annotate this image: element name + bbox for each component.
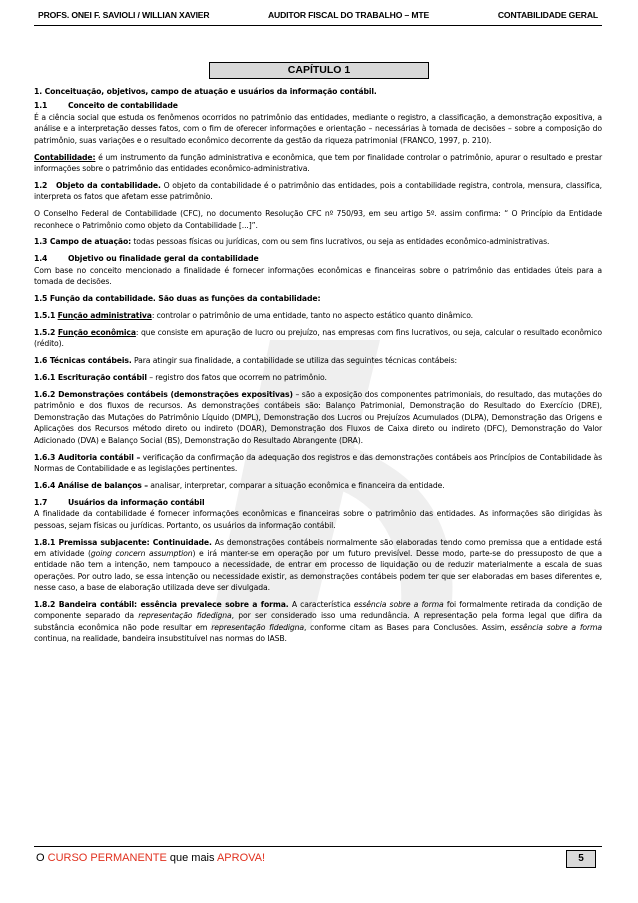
section-1-8-2: 1.8.2 Bandeira contábil: essência prevalece sobre a forma. A característica essência sobre a forma foi formalmente retirada da condição de componente separado da representação fidedigna, por ser considerado isso uma redundância. A representação pela forma legal que difira da substância econômica não pode resultar em representação fidedigna, conforme citam as Bases para Conclusões. Assim, essência sobre a forma continua, na realidade, bandeira insubstituível nas normas do IASB. bbox=[34, 600, 602, 644]
header-subject: CONTABILIDADE GERAL bbox=[497, 10, 598, 20]
section-1-3: 1.3 Campo de atuação: todas pessoas físicas ou jurídicas, com ou sem fins lucrativos, ou seja as entidades econômico-administrativas. bbox=[34, 237, 550, 247]
section-1-6-4: 1.6.4 Análise de balanços – analisar, interpretar, comparar a situação econômica e financeira da entidade. bbox=[34, 480, 445, 490]
section-1-7-body: A finalidade da contabilidade é fornecer informações econômicas e financeiras sobre o patrimônio das entidades. As informações são dirigidas às pessoas, sejam físicas ou jurídicas. Portanto, os usuários da informação contábil. bbox=[34, 509, 602, 530]
cfc-paragraph: O Conselho Federal de Contabilidade (CFC), no documento Resolução CFC nº 750/93, em seu artigo 5º. assim confirma: “ O Princípio da Entidade reconhece o Patrimônio como objeto da Contabilidade [...]”. bbox=[34, 209, 602, 230]
section-1-title: 1. Conceituação, objetivos, campo de atuação e usuários da informação contábil. bbox=[34, 87, 377, 96]
document-body bbox=[34, 86, 602, 650]
header-exam: AUDITOR FISCAL DO TRABALHO – MTE bbox=[268, 10, 430, 20]
section-1-4-heading: 1.4 Objetivo ou finalidade geral da contabilidade bbox=[34, 254, 259, 264]
section-1-2: 1.2 Objeto da contabilidade. O objeto da contabilidade é o patrimônio das entidades, pois a contabilidade registra, controla, mensura, classifica, interpreta os fatos que afetam esse patrimônio. bbox=[34, 180, 602, 202]
chapter-title: CAPÍTULO 1 bbox=[287, 64, 351, 76]
section-1-6: 1.6 Técnicas contábeis. Para atingir sua finalidade, a contabilidade se utiliza das seguintes técnicas contábeis: bbox=[34, 356, 458, 366]
contabilidade-definition: Contabilidade: é um instrumento da função administrativa e econômica, que tem por finalidade controlar o patrimônio, apurar o resultado e prestar informações sobre o patrimônio das entidades econômico-administrativa. bbox=[34, 152, 602, 173]
chapter-title-box bbox=[209, 62, 429, 79]
section-1-7-heading: 1.7 Usuários da informação contábil bbox=[34, 497, 205, 507]
footer-cta: APROVA! bbox=[216, 852, 266, 864]
page-number-box bbox=[566, 850, 596, 868]
section-1-6-2: 1.6.2 Demonstrações contábeis (demonstrações expositivas) – são a exposição dos componentes patrimoniais, do resultado, das mutações do patrimônio e dos fluxos de recursos. As demonstrações contábeis são: Balanço Patrimonial, Demonstração do Resultado do Exercício (DRE), Demonstração das Mutações do Patrimônio Líquido (DMPL), Demonstração dos Lucros ou Prejuízos Acumulados (DLPA), Demonstração das Origens e Aplicações dos Recursos método direto ou indireto (DOAR), Demonstração dos Fluxos de Caixa direto ou indireto (DFC), Demonstração do Valor Adicionado (DVA) e Balanço Social (BS), Demonstração do Resultado Abrangente (DRA). bbox=[34, 390, 602, 445]
section-1-1-body: É a ciência social que estuda os fenômenos ocorridos no patrimônio das entidades, mediante o registro, a classificação, a demonstração expositiva, a análise e a interpretação desses fatos, com o fim de oferecer informações e orientação – necessárias à tomada de decisões – sobre a composição do patrimônio, suas variações e o resultado econômico decorrente da gestão da riqueza patrimonial (FRANCO, 1997, p. 210). bbox=[34, 112, 602, 145]
section-1-6-3: 1.6.3 Auditoria contábil – verificação da confirmação da adequação dos registros e das demonstrações contábeis aos Princípios de Contabilidade às Normas de Contabilidade e as legislações pertinentes. bbox=[34, 452, 603, 473]
page-header bbox=[0, 0, 638, 25]
section-1-4-body: Com base no conceito mencionado a finalidade é fornecer informações econômicas e financeiras sobre o patrimônio das entidades úteis para a tomada de decisões. bbox=[34, 265, 602, 287]
section-1-5-2: 1.5.2 Função econômica: que consiste em apuração de lucro ou prejuízo, nas empresas com fins lucrativos, ou seja, calcular o resultado econômico (rédito). bbox=[34, 327, 602, 349]
section-1-1-heading: 1.1 Conceito de contabilidade bbox=[34, 101, 178, 111]
section-1-8-1: 1.8.1 Premissa subjacente: Continuidade. As demonstrações contábeis normalmente são elaboradas tendo como premissa que a entidade está em atividade (going concern assumption) e irá manter-se em operação por um futuro previsível. Desse modo, parte-se do pressuposto de que a entidade não tem a intenção, nem tampouco a necessidade, de entrar em processo de liquidação ou de reduzir materialmente a escala de suas operações. Por outro lado, se essa intenção ou necessidade existir, as demonstrações contábeis podem ter que ser elaboradas em bases diferentes e, nesse caso, a base de elaboração utilizada deve ser divulgada. bbox=[34, 537, 603, 593]
footer-divider bbox=[34, 846, 602, 847]
section-1-5-title: 1.5 Função da contabilidade. São duas as funções da contabilidade: bbox=[34, 294, 321, 304]
header-divider bbox=[34, 25, 602, 26]
section-1-6-1: 1.6.1 Escrituração contábil – registro dos fatos que ocorrem no patrimônio. bbox=[34, 373, 327, 383]
footer-slogan: O CURSO PERMANENTE que mais APROVA! bbox=[36, 852, 266, 864]
footer-brand: CURSO PERMANENTE bbox=[47, 852, 167, 864]
header-authors: PROFS. ONEI F. SAVIOLI / WILLIAN XAVIER bbox=[38, 10, 210, 20]
section-1-5-1: 1.5.1 Função administrativa: controlar o patrimônio de uma entidade, tanto no aspecto estático quanto dinâmico. bbox=[34, 311, 473, 320]
page-number: 5 bbox=[578, 853, 584, 864]
